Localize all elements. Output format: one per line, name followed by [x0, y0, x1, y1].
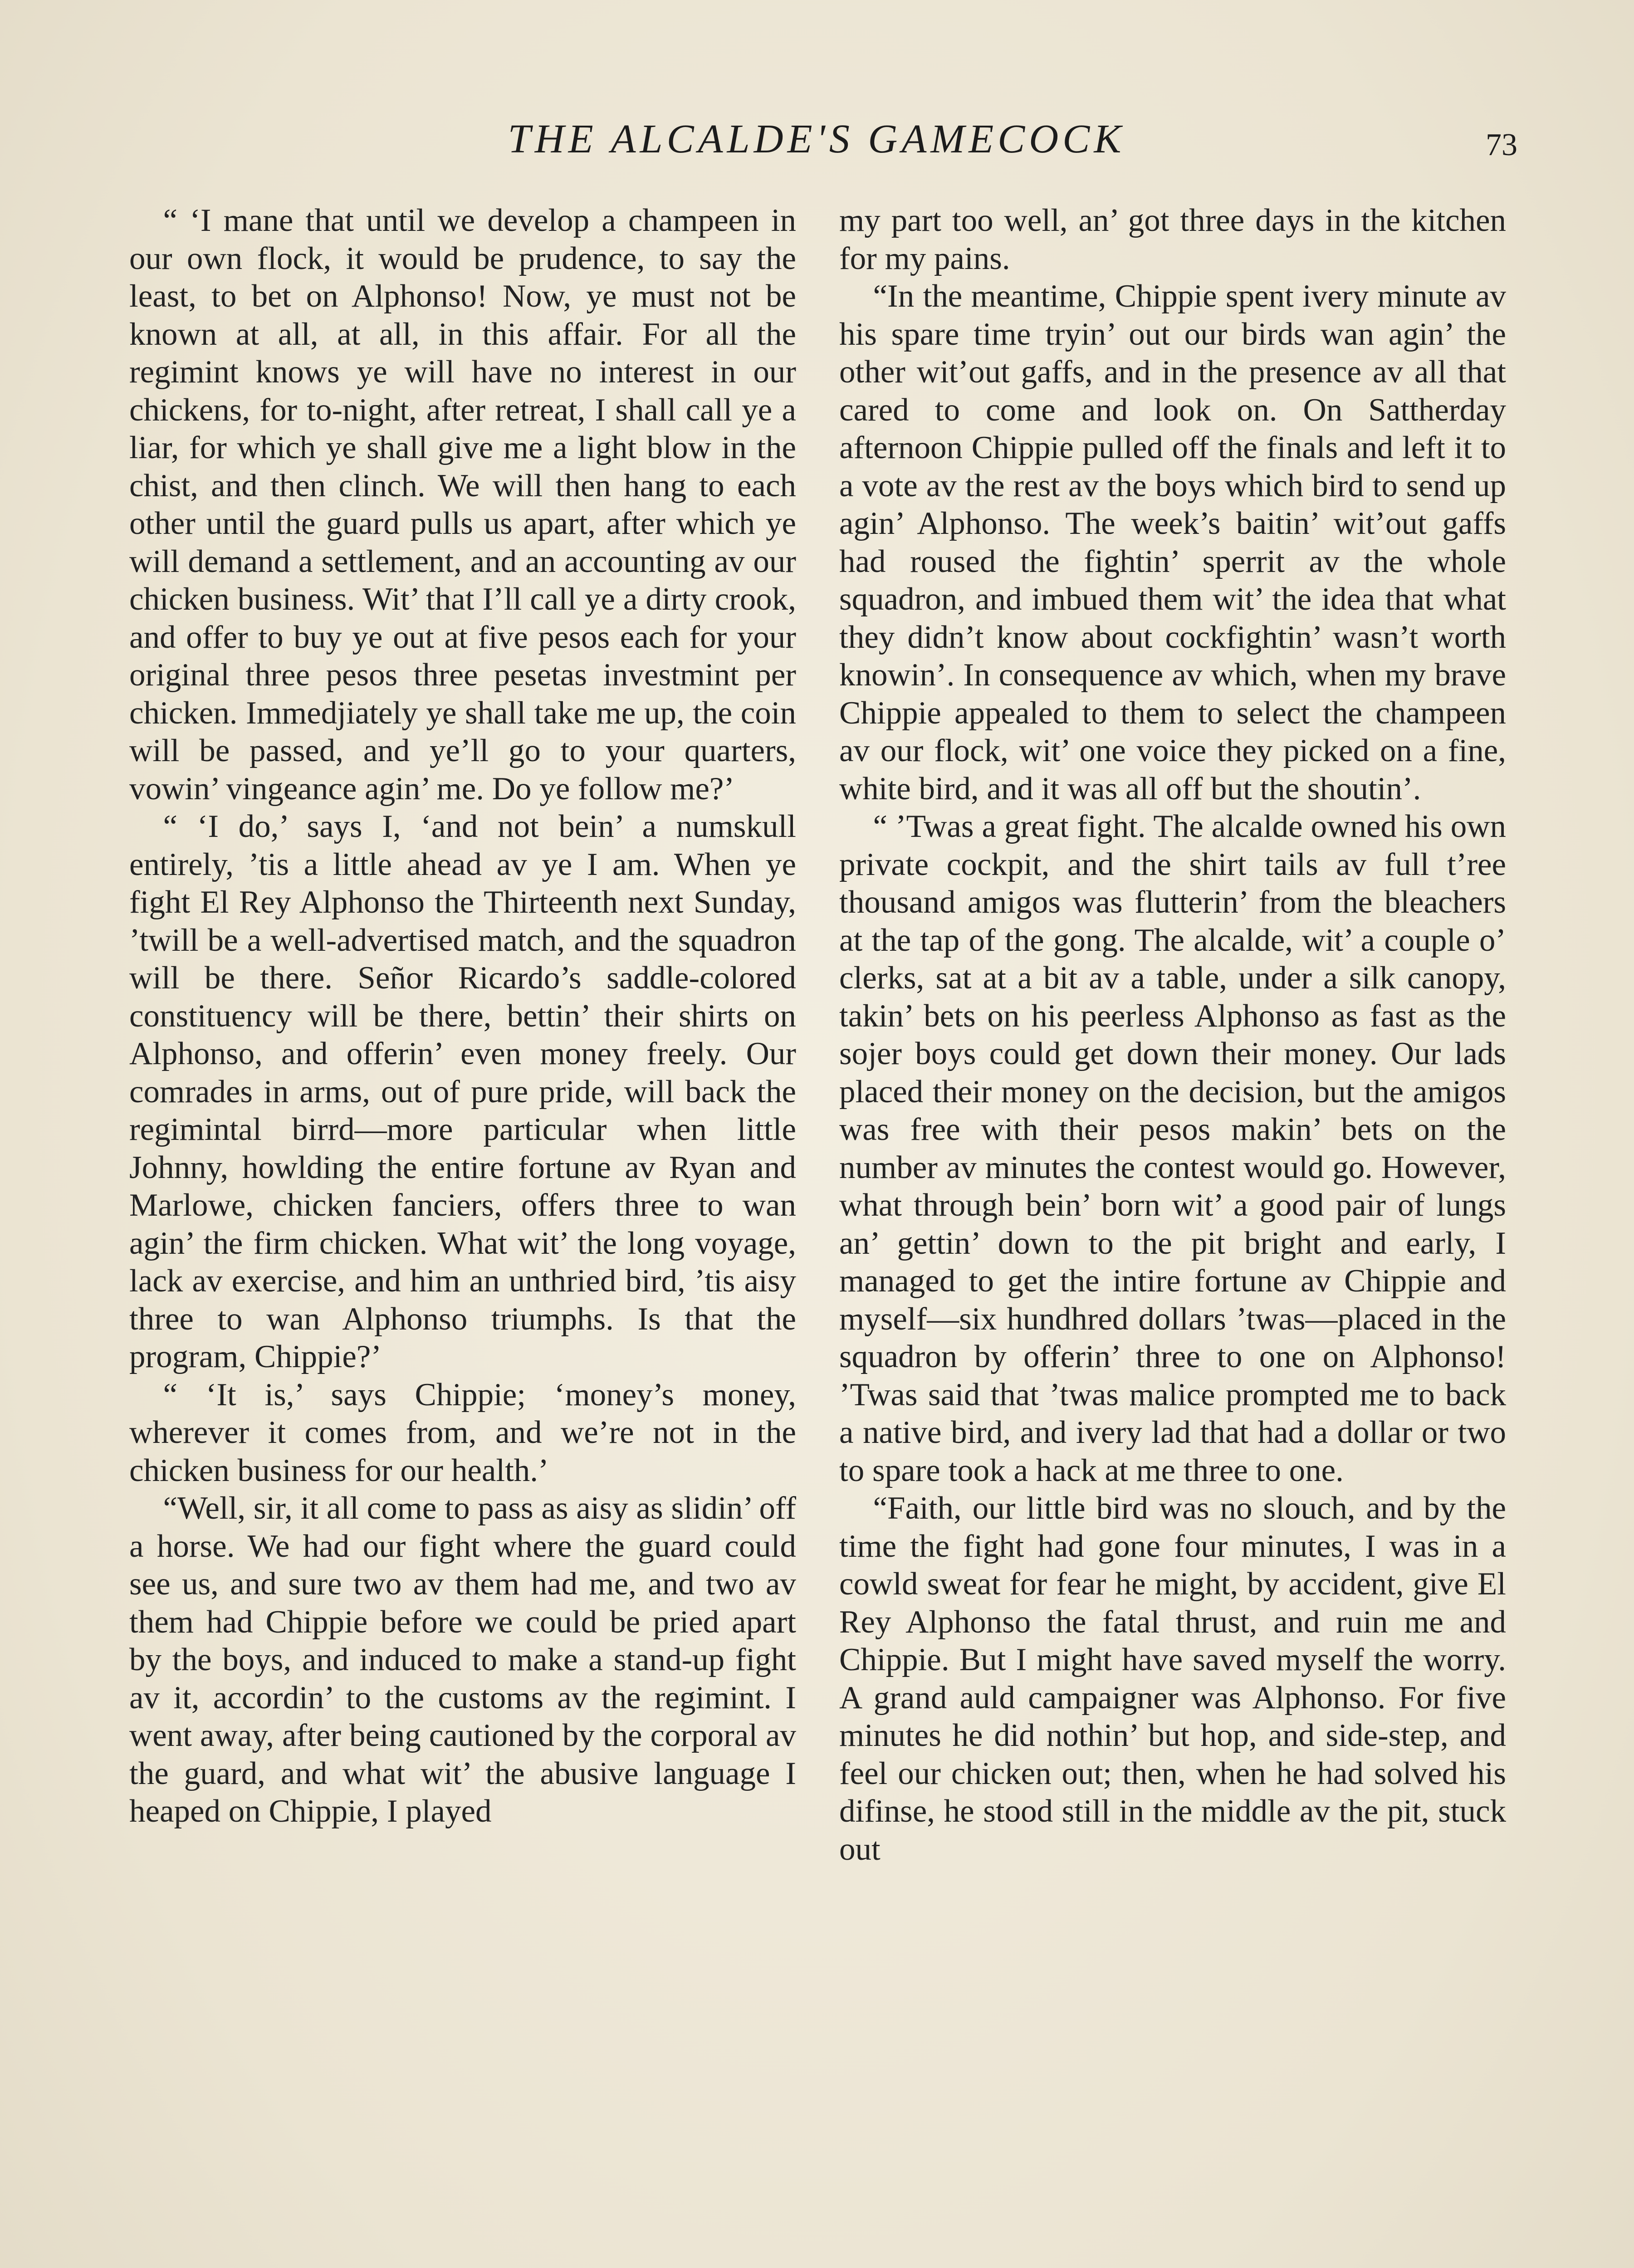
text-column-left: [129, 202, 796, 1831]
running-header-title: THE ALCALDE'S GAMECOCK: [508, 117, 1125, 161]
page-number: 73: [1486, 127, 1517, 162]
paragraph: “In the meantime, Chippie spent ivery minute av his spare time tryin’ out our birds wan agin’ the other wit’out gaffs, and in the presence av all that cared to come and look on. On Sattherday afternoon Chippie pulled off the finals and left it to a vote av the rest av the boys which bird to send up agin’ Alphonso. The week’s baitin’ wit’out gaffs had roused the fightin’ sperrit av the whole squadron, and imbued them wit’ the idea that what they didn’t know about cockfightin’ wasn’t worth knowin’. In consequence av which, when my brave Chippie appealed to them to select the champeen av our flock, wit’ one voice they picked on a fine, white bird, and it was all off but the shoutin’.: [839, 279, 1506, 807]
paragraph: “ ‘I mane that until we develop a champeen in our own flock, it would be prudence, to say the least, to bet on Alphonso! Now, ye must not be known at all, at all, in this affair. For all the regimint knows ye will have no interest in our chickens, for to-night, after retreat, I shall call ye a liar, for which ye shall give me a light blow in the chist, and then clinch. We will then hang to each other until the guard pulls us apart, after which ye will demand a settlement, and an accounting av our chicken business. Wit’ that I’ll call ye a dirty crook, and offer to buy ye out at five pesos each for your original three pesos three pesetas investmint per chicken. Immedjiately ye shall take me up, the coin will be passed, and ye’ll go to your quarters, vowin’ vingeance agin’ me. Do ye follow me?’: [129, 203, 796, 807]
paragraph: “ ‘It is,’ says Chippie; ‘money’s money, wherever it comes from, and we’re not in the chicken business for our health.’: [129, 1377, 796, 1488]
paragraph: “ ’Twas a great fight. The alcalde owned his own private cockpit, and the shirt tails av full t’ree thousand amigos was flutterin’ from the bleachers at the tap of the gong. The alcalde, wit’ a couple o’ clerks, sat at a bit av a table, under a silk canopy, takin’ bets on his peerless Alphonso as fast as the sojer boys could get down their money. Our lads placed their money on the decision, but the amigos was free with their pesos makin’ bets on the number av minutes the contest would go. However, what through bein’ born wit’ a good pair of lungs an’ gettin’ down to the pit bright and early, I managed to get the intire fortune av Chippie and myself—six hundhred dollars ’twas—placed in the squadron by offerin’ three to one on Alphonso! ’Twas said that ’twas malice prompted me to back a native bird, and ivery lad that had a dollar or two to spare took a hack at me three to one.: [839, 809, 1506, 1488]
paragraph: “Faith, our little bird was no slouch, and by the time the fight had gone four minutes, I was in a cowld sweat for fear he might, by accident, give El Rey Alphonso the fatal thrust, and ruin me and Chippie. But I might have saved myself the worry. A grand auld campaigner was Alphonso. For five minutes he did nothin’ but hop, and side-step, and feel our chicken out; then, when he had solved his difinse, he stood still in the middle av the pit, stuck out: [839, 1491, 1506, 1867]
paragraph: “ ‘I do,’ says I, ‘and not bein’ a numskull entirely, ’tis a little ahead av ye I am. When ye fight El Rey Alphonso the Thirteenth next Sunday, ’twill be a well-advertised match, and the squadron will be there. Señor Ricardo’s saddle-colored constituency will be there, bettin’ their shirts on Alphonso, and offerin’ even money freely. Our comrades in arms, out of pure pride, will back the regimintal birrd—more particular when little Johnny, howlding the entire fortune av Ryan and Marlowe, chicken fanciers, offers three to wan agin’ the firm chicken. What wit’ the long voyage, lack av exercise, and him an unthried bird, ’tis aisy three to wan Alphonso triumphs. Is that the program, Chippie?’: [129, 809, 796, 1374]
paragraph: “Well, sir, it all come to pass as aisy as slidin’ off a horse. We had our fight where the guard could see us, and sure two av them had me, and two av them had Chippie before we could be pried apart by the boys, and induced to make a stand-up fight av it, accordin’ to the customs av the regimint. I went away, after being cautioned by the corporal av the guard, and what wit’ the abusive language I heaped on Chippie, I played: [129, 1491, 796, 1829]
text-column-right: [839, 202, 1506, 1868]
paragraph-continued: my part too well, an’ got three days in the kitchen for my pains.: [839, 203, 1506, 276]
